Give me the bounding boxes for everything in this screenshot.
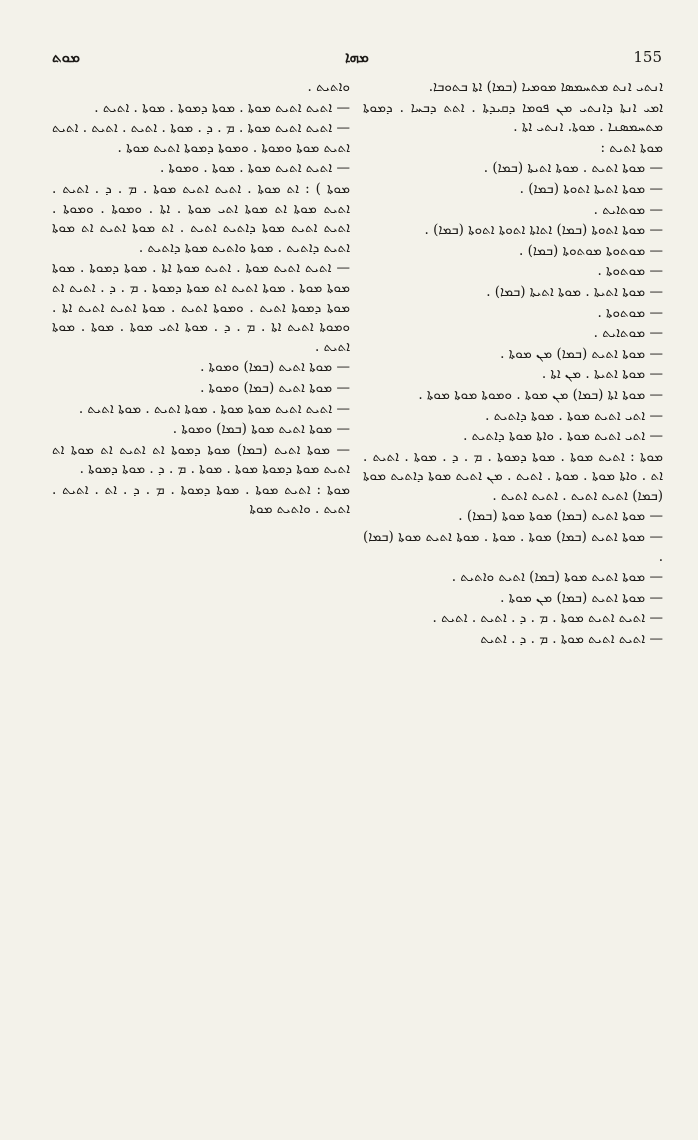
dictionary-entry: — ܐܬܝܬ ܐܬܝܬ ܡܘܬܐ ܡܘܬܐ . ܡܘܬܐ ܐܬܝܬ . ܡܘܬܐ ܐܬܝܬ . <box>78 400 350 417</box>
dictionary-entry: ܡܘܬܐ ) : ܐܬ ܡܘܬܐ . ܐܬܝܬ ܐܬܝܬ ܡܘܬܐ . ܡ . ܕ . ܐܬܝܬ . ܐܬܝܬ ܡܘܬܐ ܐܬ ܡܘܬܐ ܐܬܝ ܡܘܬܐ . ܐܬܐ . ܘܡܘܬܐ . ܘܡܘܬܐ . ܐܬܝܬ ܐܬܝܬ ܡܘܬܐ ܕܐܬܝܬ ܐܬܝܬ . ܐܬ ܡܘܬܐ ܐܬܝܬ ܐܬ ܡܘܬܐ ܐܬܝܬ ܕܐܬܝܬ . ܡܘܬܐ ܘܐܬܝܬ ܡܘܬܐ ܕܐܬܝܬ . <box>52 180 350 256</box>
dictionary-entry: — ܡܘܬܐܝܬ . <box>593 201 663 218</box>
dictionary-entry: — ܡܘܬܘܬܐ ܡܘܬܘܬܐ (ܒܡܐ) . <box>519 242 663 259</box>
dictionary-entry: — ܡܘܬܐ ܐܬܘܬܐ (ܒܡܐ) ܐܬܐܬܐ ܐܬܘܬܐ ܐܬܘܬܐ (ܒܡܐ) . <box>424 222 663 239</box>
right-column <box>363 78 663 1103</box>
dictionary-entry: — ܡܘܬܐ ܐܬܝܬܐ . ܡܘܬܐ ܐܬܝܬܐ (ܒܡܐ) . <box>486 283 663 300</box>
dictionary-entry: — ܡܘܬܐ ܐܬܝܬ . ܡܘܬܐ ܐܬܝܬܐ (ܒܡܐ) . <box>483 160 663 177</box>
header-left-word: ܡܘܬ <box>52 48 80 66</box>
column-gutter <box>356 80 357 1100</box>
dictionary-entry: — ܡܘܬܐ ܐܬܝܬܐ ܐܬܘܬܐ (ܒܡܐ) . <box>519 180 663 197</box>
dictionary-entry: — ܐܬܝܬ ܐܬܝܬ ܡܘܬܐ . ܡܘܬܐ ܕܡܘܬܐ . ܡܘܬܐ . ܐܬܝܬ . <box>94 99 350 116</box>
running-header <box>52 44 662 70</box>
dictionary-entry: ܡܘܬܐ : ܐܬܝܬ ܡܘܬܐ . ܡܘܬܐ ܕܡܘܬܐ . ܡ . ܕ . ܐܬ . ܐܬܝܬ . ܐܬܝܬ . ܘܐܬܝܬ ܡܘܬܐ <box>52 481 350 518</box>
dictionary-entry: — ܡܘܬܐ ܐܬܝܬ ܡܘܬܐ (ܒܡܐ) ܐܬܝܬ ܘܐܬܝܬ . <box>451 569 663 586</box>
left-column <box>52 78 350 1103</box>
dictionary-entry: — ܐܬܝܬ ܐܬܝܬ ܡܘܬܐ . ܡܘܬܐ . ܘܡܘܬܐ . <box>159 160 350 177</box>
dictionary-entry: — ܡܘܬܐ ܐܬܝܬܐ . ܡܢ ܐܬܐ . <box>541 366 663 383</box>
dictionary-entry: ܐܡܝ ܐܢܬܐ ܕܐܢܬܝ ܡܢ ܦܘܡܐ ܕܩܝܕܬܐ . ܐܬܬ ܕܒܚܐ . ܕܡܘܬܐ ܡܬܚܡܣܢܐ . ܡܘܬܐ. ܐܢܬܝ ܐܬܐ . <box>363 99 663 136</box>
dictionary-entry: — ܡܘܬܐ ܐܬܝܬ (ܒܡܐ) ܡܘܬܐ ܡܘܬܐ (ܒܡܐ) . <box>458 508 663 525</box>
dictionary-entry: — ܡܘܬܐ ܐܬܝܬ ܡܘܬܐ (ܒܡܐ) ܘܡܘܬܐ . <box>172 421 350 438</box>
dictionary-entry: — ܐܬܝܬ ܐܬܝܬ ܡܘܬܐ . ܐܬܝܬ ܡܘܬܐ ܐܬܐ . ܡܘܬܐ ܕܡܘܬܐ . ܡܘܬܐ ܡܘܬܐ ܡܘܬܐ . ܡܘܬܐ ܐܬܝܬ ܐܬ ܡܘܬܐ ܕܡܘܬܐ . ܡ . ܕ . ܐܬܝܬ ܐܬ ܡܘܬܐ ܕܡܘܬܐ ܐܬܝܬ . ܘܡܘܬܐ ܐܬܝܬ . ܡܘܬܐ ܐܬܝܬ ܐܬܝܬ ܐܬܐ . ܘܡܘܬܐ ܐܬܝܬ ܐܬܐ . ܡ . ܕ . ܡܘܬܐ ܐܬܝ ܡܘܬܐ . ܡܘܬܐ . ܡܘܬܐ ܐܬܝܬ . <box>52 260 350 355</box>
dictionary-entry: — ܡܘܬܐܝܬ . <box>593 325 663 342</box>
header-center-word: ܡܗܐ <box>345 48 369 66</box>
dictionary-entry: — ܡܘܬܘܬܐ . <box>597 304 663 321</box>
dictionary-entry: — ܡܘܬܐ ܐܬܝܬ (ܒܡܐ) ܡܘܬܐ . ܡܘܬܐ . ܡܘܬܐ ܐܬܝܬ ܡܘܬܐ (ܒܡܐ) . <box>363 529 663 565</box>
dictionary-entry: — ܐܬܝܬ ܐܬܝܬ ܡܘܬܐ . ܡ . ܕ . ܐܬܝܬ <box>480 631 663 648</box>
dictionary-entry: ܡܘܬܐ : ܐܬܝܬ ܡܘܬܐ . ܡܘܬܐ ܕܡܘܬܐ . ܡ . ܕ . ܡܘܬܐ . ܐܬܝܬ . ܐܬ . ܘܐܬܐ ܡܘܬܐ . ܡܘܬܐ . ܐܬܝܬ . ܡܢ ܐܬܝܬ ܡܘܬܐ ܕܐܬܝܬ ܡܘܬܐ (ܒܡܐ) ܐܬܝܬ ܐܬܝܬ . ܐܬܝܬ ܐܬܝܬ . <box>363 448 663 504</box>
dictionary-entry: — ܡܘܬܐ ܐܬܐ (ܒܡܐ) ܡܢ ܡܘܬܐ . ܘܡܘܬܐ ܡܘܬܐ ܡܘܬܐ . <box>418 386 663 403</box>
dictionary-entry: — ܡܘܬܐ ܐܬܝܬ (ܒܡܐ) ܘܡܘܬܐ . <box>200 379 350 396</box>
dictionary-entry: ܐܢܬܝ ܐܢܬ ܡܬܚܡܣܐ ܡܘܡܝܐ (ܒܡܐ) ܐܬܐ ܒܬܘܒܐ. <box>428 79 663 95</box>
dictionary-entry: — ܐܬܝ ܐܬܝܬ ܡܘܬܐ . ܡܘܬܐ ܕܐܬܝܬ . <box>485 407 663 424</box>
dictionary-entry: — ܡܘܬܐ ܐܬܝܬ (ܒܡܐ) ܡܢ ܡܘܬܐ . <box>500 345 663 362</box>
dictionary-entry: — ܡܘܬܐ ܐܬܝܬ (ܒܡܐ) ܡܢ ܡܘܬܐ . <box>500 589 663 606</box>
dictionary-entry: — ܐܬܝܬ ܐܬܝܬ ܡܘܬܐ . ܡ . ܕ . ܐܬܝܬ . ܐܬܝܬ . <box>432 610 663 627</box>
dictionary-entry: — ܡܘܬܐ ܐܬܝܬ (ܒܡܐ) ܡܘܬܐ ܕܡܘܬܐ ܐܬ ܐܬܝܬ ܐܬ ܡܘܬܐ ܐܬ ܐܬܝܬ ܡܘܬܐ ܕܡܘܬܐ ܡܘܬܐ . ܡܘܬܐ . ܡ . ܕ . ܡܘܬܐ ܕܡܘܬܐ . <box>52 441 350 478</box>
dictionary-entry: ܘܐܬܝܬ . <box>307 79 350 95</box>
dictionary-entry: — ܐܬܝܬ ܐܬܝܬ ܡܘܬܐ . ܡ . ܕ . ܡܘܬܐ . ܐܬܝܬ . ܐܬܝܬ . ܐܬܝܬ ܐܬܝܬ ܡܘܬܐ ܘܡܘܬܐ . ܘܡܘܬܐ ܕܡܘܬܐ ܐܬܝܬ ܡܘܬܐ . <box>52 120 350 156</box>
dictionary-entry: — ܡܘܬܐ ܐܬܝܬ (ܒܡܐ) ܘܡܘܬܐ . <box>200 359 350 376</box>
dictionary-entry: — ܡܘܬܘܬܐ . <box>597 263 663 280</box>
page-number: 155 <box>633 48 662 66</box>
dictionary-entry: — ܐܬܝ ܐܬܝܬ ܡܘܬܐ . ܘܐܬܐ ܡܘܬܐ ܕܐܬܝܬ . <box>463 428 663 445</box>
dictionary-entry: ܡܘܬܐ ܐܬܝܬ : <box>600 139 663 156</box>
